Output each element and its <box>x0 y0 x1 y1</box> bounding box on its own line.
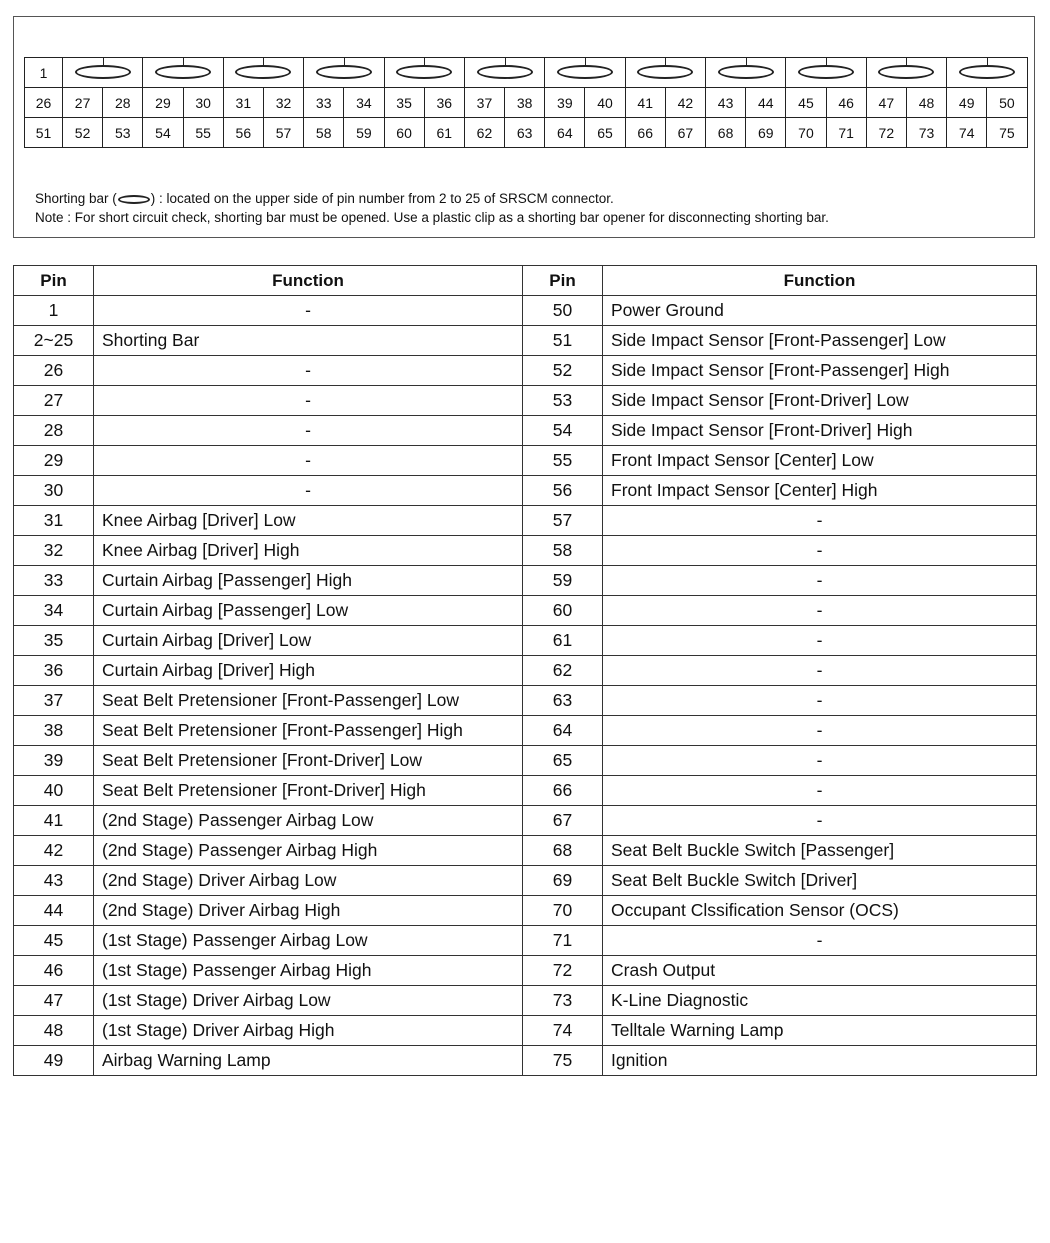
pin-function: (1st Stage) Driver Airbag High <box>94 1016 523 1046</box>
pin-cell-48: 48 <box>906 88 946 118</box>
shorting-bar-icon <box>637 65 693 79</box>
pin-cell-36: 36 <box>424 88 464 118</box>
table-row <box>14 596 1037 626</box>
shorting-bar-icon <box>557 65 613 79</box>
pin-number: 70 <box>523 896 603 926</box>
table-row <box>14 386 1037 416</box>
pin-function: - <box>603 656 1037 686</box>
pin-cell-57: 57 <box>263 118 303 148</box>
table-row <box>14 896 1037 926</box>
shorting-bar-icon <box>959 65 1015 79</box>
shorting-bar-icon <box>878 65 934 79</box>
pin-function: (2nd Stage) Driver Airbag High <box>94 896 523 926</box>
pin-function: Shorting Bar <box>94 326 523 356</box>
pin-number: 65 <box>523 746 603 776</box>
pin-number: 56 <box>523 476 603 506</box>
pin-cell-35: 35 <box>384 88 424 118</box>
pin-function: - <box>603 626 1037 656</box>
pin-number: 36 <box>14 656 94 686</box>
pin-number: 33 <box>14 566 94 596</box>
shorting-bar-cell <box>625 58 705 88</box>
shorting-bar-icon <box>235 65 291 79</box>
pin-number: 2~25 <box>14 326 94 356</box>
pin-cell-63: 63 <box>505 118 545 148</box>
header-pin-left: Pin <box>14 266 94 296</box>
shorting-bar-cell <box>545 58 625 88</box>
pin-function: Seat Belt Buckle Switch [Passenger] <box>603 836 1037 866</box>
pin-cell-70: 70 <box>786 118 826 148</box>
shorting-bar-icon <box>118 195 150 204</box>
table-row <box>14 776 1037 806</box>
table-row <box>14 716 1037 746</box>
pin-number: 31 <box>14 506 94 536</box>
connector-row-top <box>25 58 1028 88</box>
pin-cell-38: 38 <box>505 88 545 118</box>
table-header-row <box>14 266 1037 296</box>
pin-function: - <box>603 596 1037 626</box>
pin-number: 35 <box>14 626 94 656</box>
shorting-bar-icon <box>396 65 452 79</box>
shorting-bar-cell <box>947 58 1027 88</box>
pin-function: - <box>603 806 1037 836</box>
pin-function: - <box>603 686 1037 716</box>
pin-number: 1 <box>14 296 94 326</box>
pin-cell-34: 34 <box>344 88 384 118</box>
pin-function: - <box>94 356 523 386</box>
pin-function: - <box>94 446 523 476</box>
shorting-bar-cell <box>143 58 223 88</box>
table-row <box>14 926 1037 956</box>
pin-function: - <box>94 476 523 506</box>
pin-cell-47: 47 <box>866 88 906 118</box>
pin-number: 55 <box>523 446 603 476</box>
table-row <box>14 446 1037 476</box>
pin-number: 34 <box>14 596 94 626</box>
pin-cell-52: 52 <box>63 118 103 148</box>
pin-number: 67 <box>523 806 603 836</box>
table-row <box>14 296 1037 326</box>
pin-number: 39 <box>14 746 94 776</box>
pin-function: Crash Output <box>603 956 1037 986</box>
pin-cell-69: 69 <box>746 118 786 148</box>
shorting-bar-cell <box>63 58 143 88</box>
pin-cell-72: 72 <box>866 118 906 148</box>
pin-number: 37 <box>14 686 94 716</box>
pin-function: Side Impact Sensor [Front-Passenger] High <box>603 356 1037 386</box>
pin-cell-33: 33 <box>304 88 344 118</box>
pin-cell-43: 43 <box>706 88 746 118</box>
pin-cell-68: 68 <box>706 118 746 148</box>
pin-number: 54 <box>523 416 603 446</box>
table-row <box>14 656 1037 686</box>
pin-number: 48 <box>14 1016 94 1046</box>
pin-function: Power Ground <box>603 296 1037 326</box>
pin-cell-64: 64 <box>545 118 585 148</box>
pin-cell-42: 42 <box>665 88 705 118</box>
header-function-left: Function <box>94 266 523 296</box>
shorting-bar-icon <box>316 65 372 79</box>
pin-cell-53: 53 <box>103 118 143 148</box>
pin-cell-39: 39 <box>545 88 585 118</box>
connector-note <box>35 189 829 227</box>
pin-cell-65: 65 <box>585 118 625 148</box>
pin-number: 53 <box>523 386 603 416</box>
pin-cell-28: 28 <box>103 88 143 118</box>
table-row <box>14 356 1037 386</box>
table-row <box>14 686 1037 716</box>
pin-number: 71 <box>523 926 603 956</box>
pin-function-table <box>13 265 1037 1076</box>
shorting-bar-icon <box>718 65 774 79</box>
pin-function: Front Impact Sensor [Center] High <box>603 476 1037 506</box>
connector-diagram <box>13 16 1035 238</box>
pin-number: 52 <box>523 356 603 386</box>
table-row <box>14 326 1037 356</box>
pin-cell-62: 62 <box>464 118 504 148</box>
pin-function: Airbag Warning Lamp <box>94 1046 523 1076</box>
table-row <box>14 416 1037 446</box>
pin-cell-26: 26 <box>25 88 63 118</box>
shorting-bar-cell <box>706 58 786 88</box>
pin-function: - <box>94 296 523 326</box>
pin-function: Curtain Airbag [Driver] High <box>94 656 523 686</box>
table-row <box>14 836 1037 866</box>
pin-number: 29 <box>14 446 94 476</box>
pin-function: Front Impact Sensor [Center] Low <box>603 446 1037 476</box>
connector-pin-grid <box>24 57 1028 148</box>
pin-cell-54: 54 <box>143 118 183 148</box>
pin-number: 42 <box>14 836 94 866</box>
pin-function: Side Impact Sensor [Front-Driver] High <box>603 416 1037 446</box>
pin-cell-67: 67 <box>665 118 705 148</box>
pin-number: 57 <box>523 506 603 536</box>
pin-number: 41 <box>14 806 94 836</box>
pin-function: Telltale Warning Lamp <box>603 1016 1037 1046</box>
pin-cell-59: 59 <box>344 118 384 148</box>
header-pin-right: Pin <box>523 266 603 296</box>
pin-function: (1st Stage) Driver Airbag Low <box>94 986 523 1016</box>
pin-cell-40: 40 <box>585 88 625 118</box>
pin-cell-51: 51 <box>25 118 63 148</box>
pin-function: Occupant Clssification Sensor (OCS) <box>603 896 1037 926</box>
pin-function: Seat Belt Pretensioner [Front-Driver] Low <box>94 746 523 776</box>
pin-function: - <box>603 566 1037 596</box>
pin-number: 51 <box>523 326 603 356</box>
shorting-bar-note <box>35 189 829 208</box>
pin-cell-60: 60 <box>384 118 424 148</box>
pin-number: 64 <box>523 716 603 746</box>
pin-function: - <box>603 746 1037 776</box>
pin-function: (1st Stage) Passenger Airbag High <box>94 956 523 986</box>
pin-cell-55: 55 <box>183 118 223 148</box>
pin-function: (2nd Stage) Passenger Airbag Low <box>94 806 523 836</box>
header-function-right: Function <box>603 266 1037 296</box>
table-row <box>14 566 1037 596</box>
shorting-bar-icon <box>477 65 533 79</box>
pin-function: - <box>94 386 523 416</box>
pin-cell-46: 46 <box>826 88 866 118</box>
connector-row-bottom <box>25 118 1028 148</box>
pin-function: - <box>603 926 1037 956</box>
table-row <box>14 626 1037 656</box>
connector-row-middle <box>25 88 1028 118</box>
pin-cell-71: 71 <box>826 118 866 148</box>
pin-number: 59 <box>523 566 603 596</box>
pin-number: 32 <box>14 536 94 566</box>
pin-number: 72 <box>523 956 603 986</box>
pin-function: Side Impact Sensor [Front-Passenger] Low <box>603 326 1037 356</box>
pin-cell-74: 74 <box>947 118 987 148</box>
pin-cell-66: 66 <box>625 118 665 148</box>
pin-number: 74 <box>523 1016 603 1046</box>
shorting-bar-cell <box>464 58 544 88</box>
pin-function: Curtain Airbag [Passenger] High <box>94 566 523 596</box>
pin-function: (2nd Stage) Driver Airbag Low <box>94 866 523 896</box>
shorting-bar-cell <box>786 58 866 88</box>
pin-number: 66 <box>523 776 603 806</box>
pin-function: Knee Airbag [Driver] Low <box>94 506 523 536</box>
pin-function: Curtain Airbag [Passenger] Low <box>94 596 523 626</box>
pin-number: 47 <box>14 986 94 1016</box>
pin-cell-75: 75 <box>987 118 1027 148</box>
pin-function: Side Impact Sensor [Front-Driver] Low <box>603 386 1037 416</box>
pin-cell-61: 61 <box>424 118 464 148</box>
pin-function: (1st Stage) Passenger Airbag Low <box>94 926 523 956</box>
pin-number: 43 <box>14 866 94 896</box>
short-circuit-note: Note : For short circuit check, shorting bar must be opened. Use a plastic clip as a shorting bar opener for disconnecting shorting bar. <box>35 210 829 225</box>
pin-number: 60 <box>523 596 603 626</box>
pin-number: 50 <box>523 296 603 326</box>
pin-cell-31: 31 <box>223 88 263 118</box>
pin-number: 61 <box>523 626 603 656</box>
pin-cell-27: 27 <box>63 88 103 118</box>
shorting-bar-cell <box>384 58 464 88</box>
pin-number: 69 <box>523 866 603 896</box>
table-row <box>14 866 1037 896</box>
pin-function: Knee Airbag [Driver] High <box>94 536 523 566</box>
table-row <box>14 1016 1037 1046</box>
shorting-bar-cell <box>304 58 384 88</box>
table-row <box>14 806 1037 836</box>
pin-function: - <box>603 506 1037 536</box>
pin-cell-56: 56 <box>223 118 263 148</box>
pin-number: 27 <box>14 386 94 416</box>
pin-function: Ignition <box>603 1046 1037 1076</box>
pin-number: 30 <box>14 476 94 506</box>
pin-cell-1: 1 <box>25 58 63 88</box>
pin-function: - <box>94 416 523 446</box>
shorting-bar-cell <box>223 58 303 88</box>
pin-function: Seat Belt Buckle Switch [Driver] <box>603 866 1037 896</box>
shorting-bar-icon <box>75 65 131 79</box>
pin-number: 68 <box>523 836 603 866</box>
pin-number: 58 <box>523 536 603 566</box>
pin-cell-50: 50 <box>987 88 1027 118</box>
pin-number: 38 <box>14 716 94 746</box>
pin-cell-29: 29 <box>143 88 183 118</box>
pin-function: - <box>603 536 1037 566</box>
pin-number: 45 <box>14 926 94 956</box>
table-row <box>14 1046 1037 1076</box>
pin-number: 63 <box>523 686 603 716</box>
note-line1-suffix: ) : located on the upper side of pin number from 2 to 25 of SRSCM connector. <box>150 191 614 206</box>
pin-cell-41: 41 <box>625 88 665 118</box>
pin-number: 62 <box>523 656 603 686</box>
pin-function: - <box>603 776 1037 806</box>
pin-function: Curtain Airbag [Driver] Low <box>94 626 523 656</box>
pin-cell-49: 49 <box>947 88 987 118</box>
pin-cell-32: 32 <box>263 88 303 118</box>
pin-function: (2nd Stage) Passenger Airbag High <box>94 836 523 866</box>
table-row <box>14 476 1037 506</box>
pin-number: 40 <box>14 776 94 806</box>
pin-function: Seat Belt Pretensioner [Front-Passenger] High <box>94 716 523 746</box>
shorting-bar-icon <box>155 65 211 79</box>
pin-function: Seat Belt Pretensioner [Front-Passenger] Low <box>94 686 523 716</box>
table-row <box>14 986 1037 1016</box>
pin-cell-44: 44 <box>746 88 786 118</box>
shorting-bar-icon <box>798 65 854 79</box>
pin-cell-30: 30 <box>183 88 223 118</box>
pin-number: 28 <box>14 416 94 446</box>
table-row <box>14 536 1037 566</box>
pin-function: K-Line Diagnostic <box>603 986 1037 1016</box>
table-row <box>14 956 1037 986</box>
pin-cell-37: 37 <box>464 88 504 118</box>
pin-number: 44 <box>14 896 94 926</box>
pin-function: - <box>603 716 1037 746</box>
pin-number: 73 <box>523 986 603 1016</box>
pin-cell-58: 58 <box>304 118 344 148</box>
table-row <box>14 746 1037 776</box>
pin-number: 26 <box>14 356 94 386</box>
pin-cell-73: 73 <box>906 118 946 148</box>
pin-function: Seat Belt Pretensioner [Front-Driver] High <box>94 776 523 806</box>
shorting-bar-cell <box>866 58 946 88</box>
table-row <box>14 506 1037 536</box>
note-line1-prefix: Shorting bar ( <box>35 191 117 206</box>
pin-number: 46 <box>14 956 94 986</box>
pin-cell-45: 45 <box>786 88 826 118</box>
pin-number: 49 <box>14 1046 94 1076</box>
pin-number: 75 <box>523 1046 603 1076</box>
